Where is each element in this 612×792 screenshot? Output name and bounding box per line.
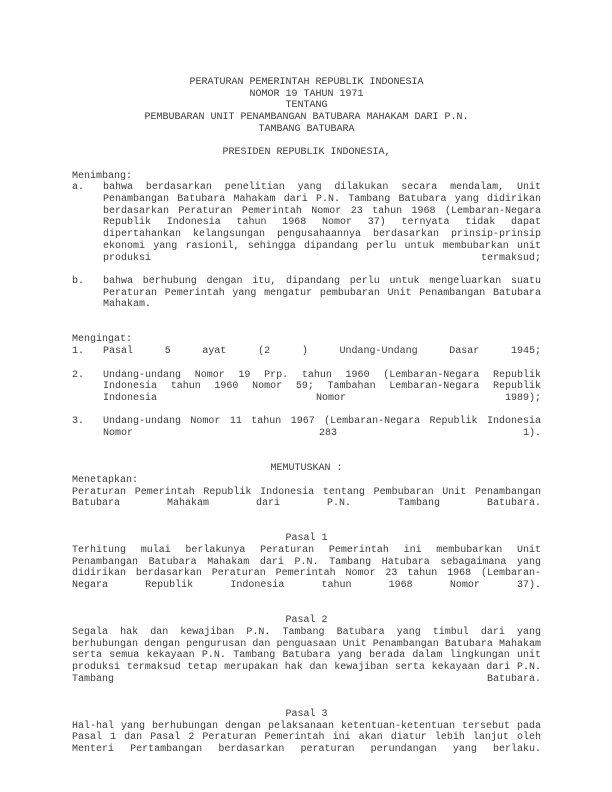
document-title-line-3: TENTANG: [285, 100, 328, 112]
recalling-label: Mengingat:: [72, 334, 133, 346]
list-text: Undang-undang Nomor 11 tahun 1967 (Lembaran-Negara Republik Indonesia Nomor 283 1).: [103, 416, 548, 440]
deciding-heading: MEMUTUSKAN :: [270, 463, 343, 475]
recalling-item-2: [72, 369, 548, 417]
considering-label: Menimbang:: [72, 170, 133, 182]
spacer: [72, 136, 541, 148]
list-marker: 1.: [72, 346, 85, 358]
spacer: [72, 323, 541, 335]
spacer: [72, 159, 541, 171]
list-text: bahwa berhubung dengan itu, dipandang perlu untuk mengeluarkan suatu Peraturan Pemerintah yang mengatur pembubaran Unit Penambangan Batubara Mahakam.: [103, 275, 548, 311]
recalling-item-3: [72, 416, 548, 451]
spacer: [72, 697, 541, 709]
document-title-line-2: NOMOR 19 TAHUN 1971: [249, 88, 364, 100]
document-title-line-5: TAMBANG BATUBARA: [258, 123, 355, 135]
document-title-line-4: PEMBUBARAN UNIT PENAMBANGAN BATUBARA MAHAKAM DARI P.N.: [144, 112, 469, 124]
list-text: Pasal 5 ayat (2 ) Undang-Undang Dasar 1945;: [103, 346, 541, 358]
issuer-line: PRESIDEN REPUBLIK INDONESIA,: [222, 147, 391, 159]
document-title-line-1: PERATURAN PEMERINTAH REPUBLIK INDONESIA: [189, 77, 424, 88]
list-text: Undang-undang Nomor 19 Prp. tahun 1960 (Lembaran-Negara Republik Indonesia tahun 1960 Nomor 59; Tambahan Lembaran-Negara Republik Indonesia Nomor 1989);: [103, 369, 548, 404]
spacer: [72, 604, 541, 616]
article-3-text: Hal-hal yang berhubungan dengan pelaksanaan ketentuan-ketentuan tersebut pada Pasal 1 dan Pasal 2 Peraturan Pemerintah ini akan diatur lebih lanjut oleh Menteri Pertambangan berdasarkan peraturan perundangan yang berlaku.: [72, 720, 548, 755]
list-marker: a.: [72, 182, 85, 194]
article-1-text: Terhitung mulai berlakunya Peraturan Pemerintah ini membubarkan Unit Penambangan Batubara Mahakam dari P.N. Tambang Hatubara sebagaimana yang didirikan berdasarkan Peraturan Pemerintah Nomor 23 tahun 1968 (Lembaran-Negara Republik Indonesia tahun 1968 Nomor 37).: [72, 545, 548, 592]
list-marker: 2.: [72, 369, 85, 381]
stipulating-text: Peraturan Pemerintah Republik Indonesia tentang Pembubaran Unit Penambangan Batubara Mahakam dari P.N. Tambang Batubara.: [72, 486, 548, 510]
list-marker: 3.: [72, 416, 85, 428]
document-page: [72, 77, 548, 767]
list-text: bahwa berdasarkan penelitian yang dilakukan secara mendalam, Unit Penambangan Batubara Mahakam dari P.N. Tambang Batubara yang didirikan berdasarkan Peraturan Pemerintah Nomor 23 tahun 1968 (Lembaran-Negara Republik Indonesia tahun 1968 Nomor 37) ternyata tidak dapat dipertahankan kelangsungan pengusahaannya berdasarkan prinsip-prinsip ekonomi yang rasionil, sehingga dipandang perlu untuk membubarkan unit produksi termaksud;: [103, 182, 548, 264]
article-3-heading: Pasal 3: [285, 708, 328, 720]
recalling-item-1: [72, 346, 541, 369]
article-2-text: Segala hak dan kewajiban P.N. Tambang Batubara yang timbul dari yang berhubungan dengan pengurusan dan penguasaan Unit Penambangan Batubara Mahakam serta semua kekayaan P.N. Tambang Batubara yang berada dalam lingkungan unit produksi termaksud tetap merupakan hak dan kewajiban serta kekayaan dari P.N. Tambang Batubara.: [72, 626, 548, 685]
spacer: [72, 451, 541, 463]
considering-item-b: [72, 275, 548, 323]
stipulating-label: Menetapkan:: [72, 474, 139, 486]
article-2-heading: Pasal 2: [285, 615, 328, 627]
spacer: [72, 522, 541, 534]
considering-item-a: [72, 182, 548, 276]
list-marker: b.: [72, 275, 85, 287]
article-1-heading: Pasal 1: [285, 533, 328, 545]
